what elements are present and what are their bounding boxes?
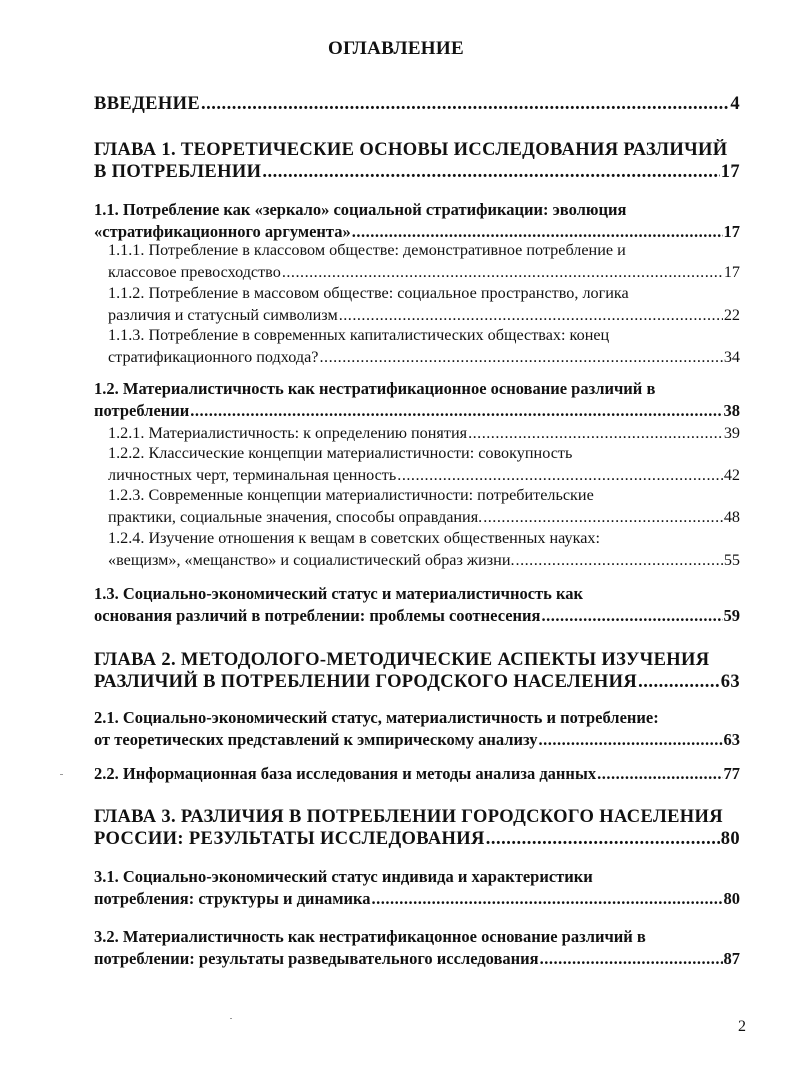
toc-entry-label-line1: 1.1.2. Потребление в массовом обществе: социальное пространство, логика <box>108 284 629 302</box>
dot-leader <box>319 346 722 368</box>
toc-entry-subsection-1-2-3[interactable] <box>94 484 740 528</box>
toc-entry-section-1-3[interactable] <box>94 583 740 627</box>
toc-entry-label-line2: РОССИИ: РЕЗУЛЬТАТЫ ИССЛЕДОВАНИЯ <box>94 829 485 849</box>
toc-entry-page: 17 <box>720 162 740 182</box>
toc-entry-label-line1: 3.1. Социально-экономический статус индивида и характеристики <box>94 867 593 886</box>
dot-leader <box>397 464 723 486</box>
toc-entry-section-3-1[interactable] <box>94 866 740 910</box>
toc-entry-label-line2: «стратификационного аргумента» <box>94 222 351 241</box>
toc-entry-label-line1: 1.1.3. Потребление в современных капиталистических обществах: конец <box>108 326 610 344</box>
toc-entry-label-line1: 2.1. Социально-экономический статус, материалистичность и потребление: <box>94 708 659 727</box>
toc-entry-page: 63 <box>723 730 740 749</box>
toc-entry-page: 87 <box>723 949 740 968</box>
toc-entry-label-line2: стратификационного подхода? <box>108 348 319 366</box>
toc-entry-page: 34 <box>723 348 740 366</box>
toc-entry-label-line1: 1.2. Материалистичность как нестратификационное основание различий в <box>94 379 656 398</box>
toc-entry-section-1-2[interactable] <box>94 378 740 422</box>
dot-leader <box>486 828 720 850</box>
toc-entry-page: 77 <box>723 764 740 783</box>
page-title: ОГЛАВЛЕНИЕ <box>328 38 464 59</box>
toc-entry-introduction[interactable] <box>94 93 740 115</box>
toc-entry-chapter-3[interactable] <box>94 806 740 850</box>
toc-entry-label-line2: потреблении: результаты разведывательного исследования <box>94 949 539 968</box>
dot-leader <box>468 422 723 444</box>
toc-entry-page: 38 <box>723 401 740 420</box>
dot-leader <box>597 763 722 785</box>
toc-entry-label: 2.2. Информационная база исследования и методы анализа данных <box>94 764 597 783</box>
toc-entry-label-line1: 1.1. Потребление как «зеркало» социальной стратификации: эволюция <box>94 200 627 219</box>
toc-entry-label-line2: личностных черт, терминальная ценность <box>108 466 397 484</box>
toc-entry-label-line1: 1.3. Социально-экономический статус и материалистичность как <box>94 584 584 603</box>
dot-leader <box>541 605 722 627</box>
toc-entry-page: 17 <box>723 263 740 281</box>
toc-entry-label-line1: 1.1.1. Потребление в классовом обществе: демонстративное потребление и <box>108 241 626 259</box>
toc-entry-page: 42 <box>723 466 740 484</box>
toc-entry-label-line2: практики, социальные значения, способы оправдания. <box>108 508 483 526</box>
toc-entry-label-line1: ГЛАВА 1. ТЕОРЕТИЧЕСКИЕ ОСНОВЫ ИССЛЕДОВАНИЯ РАЗЛИЧИЙ <box>94 140 728 160</box>
toc-entry-label-line2: потребления: структуры и динамика <box>94 889 371 908</box>
dot-leader <box>262 161 719 183</box>
toc-entry-section-3-2[interactable] <box>94 926 740 970</box>
dot-leader <box>539 729 723 751</box>
toc-entry-page: 4 <box>730 94 740 114</box>
toc-entry-label: 1.2.1. Материалистичность: к определению понятия <box>108 424 468 442</box>
toc-entry-label: ВВЕДЕНИЕ <box>94 94 201 114</box>
toc-entry-page: 22 <box>723 306 740 324</box>
toc-entry-chapter-2[interactable] <box>94 649 740 693</box>
dot-leader <box>638 671 720 693</box>
toc-entry-label-line2: основания различий в потреблении: проблемы соотнесения <box>94 606 541 625</box>
toc-entry-label-line2: классовое превосходство <box>108 263 281 281</box>
toc-entry-subsection-1-2-4[interactable] <box>94 527 740 571</box>
toc-entry-subsection-1-2-2[interactable] <box>94 442 740 486</box>
toc-entry-subsection-1-2-1[interactable] <box>94 422 740 444</box>
toc-entry-section-2-1[interactable] <box>94 707 740 751</box>
toc-entry-subsection-1-1-1[interactable] <box>94 239 740 283</box>
dot-leader <box>282 261 723 283</box>
toc-entry-page: 59 <box>723 606 740 625</box>
dot-leader <box>190 400 722 422</box>
dot-leader <box>540 948 723 970</box>
toc-entry-label-line1: 1.2.4. Изучение отношения к вещам в советских общественных науках: <box>108 529 601 547</box>
toc-entry-label-line2: РАЗЛИЧИЙ В ПОТРЕБЛЕНИИ ГОРОДСКОГО НАСЕЛЕНИЯ <box>94 672 638 692</box>
toc-entry-label-line2: различия и статусный символизм <box>108 306 338 324</box>
toc-entry-page: 80 <box>723 889 740 908</box>
toc-entry-label-line1: ГЛАВА 3. РАЗЛИЧИЯ В ПОТРЕБЛЕНИИ ГОРОДСКОГО НАСЕЛЕНИЯ <box>94 807 723 827</box>
toc-entry-label-line1: 1.2.3. Современные концепции материалистичности: потребительские <box>108 486 594 504</box>
toc-entry-page: 17 <box>723 222 740 241</box>
dot-leader <box>201 93 729 115</box>
toc-entry-page: 48 <box>723 508 740 526</box>
toc-entry-label-line2: «вещизм», «мещанство» и социалистический образ жизни. <box>108 551 515 569</box>
toc-entry-label-line1: 3.2. Материалистичность как нестратификацонное основание различий в <box>94 927 646 946</box>
toc-entry-label-line2: потреблении <box>94 401 190 420</box>
dot-leader <box>516 549 723 571</box>
toc-entry-label-line2: от теоретических представлений к эмпирическому анализу <box>94 730 538 749</box>
toc-entry-page: 80 <box>720 829 740 849</box>
dot-leader <box>372 888 723 910</box>
dot-leader <box>483 506 723 528</box>
toc-entry-label-line1: ГЛАВА 2. МЕТОДОЛОГО-МЕТОДИЧЕСКИЕ АСПЕКТЫ ИЗУЧЕНИЯ <box>94 650 710 670</box>
toc-entry-subsection-1-1-2[interactable] <box>94 282 740 326</box>
toc-entry-section-2-2[interactable] <box>94 763 740 785</box>
page-number: 2 <box>738 1018 746 1035</box>
toc-entry-page: 55 <box>723 551 740 569</box>
toc-entry-page: 39 <box>723 424 740 442</box>
toc-entry-page: 63 <box>720 672 740 692</box>
toc-entry-subsection-1-1-3[interactable] <box>94 324 740 368</box>
toc-entry-section-1-1[interactable] <box>94 199 740 243</box>
scan-speck <box>230 1018 232 1019</box>
toc-entry-chapter-1[interactable] <box>94 139 740 183</box>
dot-leader <box>339 304 723 326</box>
scan-speck <box>60 774 63 775</box>
toc-entry-label-line2: В ПОТРЕБЛЕНИИ <box>94 162 262 182</box>
toc-entry-label-line1: 1.2.2. Классические концепции материалистичности: совокупность <box>108 444 573 462</box>
